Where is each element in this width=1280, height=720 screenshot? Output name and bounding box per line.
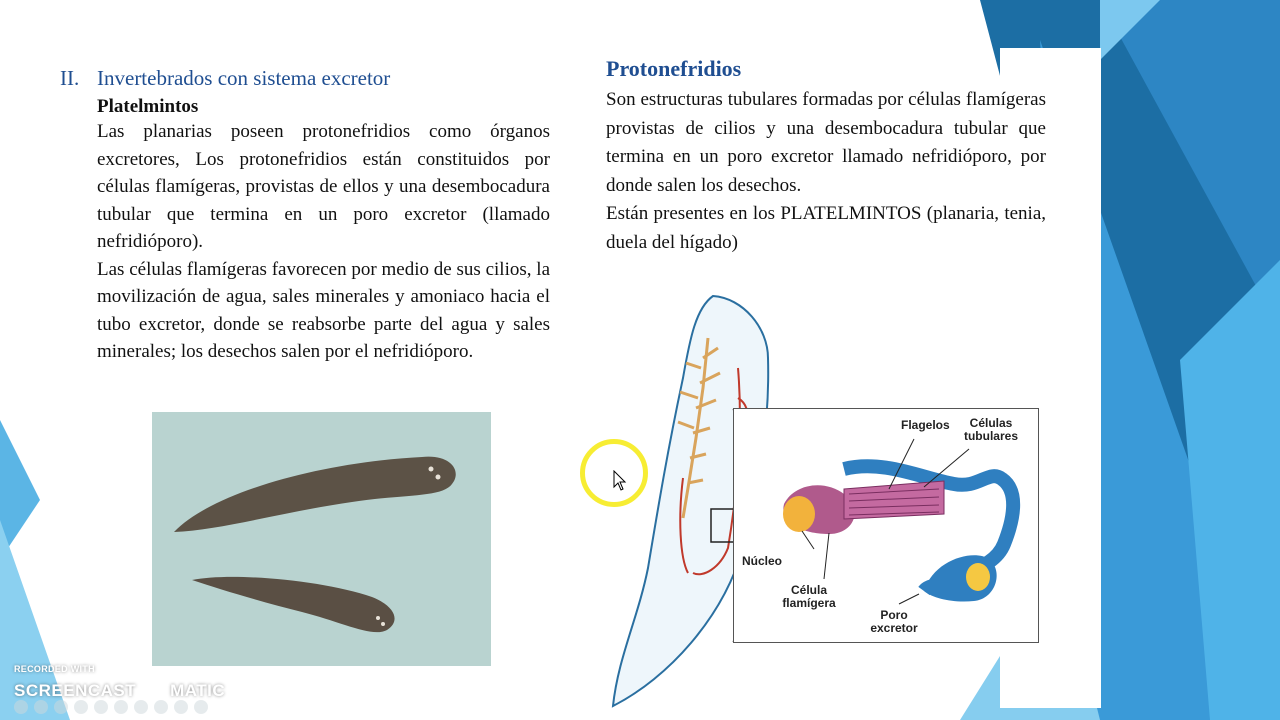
protonefridios-title: Protonefridios [606, 56, 742, 81]
section-title: Invertebrados con sistema excretor [97, 66, 391, 90]
flame-cell-detail [733, 408, 1039, 643]
right-text-column [606, 56, 1046, 257]
section-number: II. [60, 66, 80, 90]
screencast-watermark [14, 664, 225, 706]
right-paragraph-1: Son estructuras tubulares formadas por células flamígeras provistas de cilios y una desembocadura tubular que termina en un poro excretor llamado nefridióporo, por donde salen los desechos. [606, 89, 1046, 196]
label-celulas-tubulares: Células tubulares [963, 416, 1018, 443]
planaria-photo [152, 412, 491, 666]
watermark-dots [14, 700, 224, 716]
left-paragraph-2: Las células flamígeras favorecen por medio de sus cilios, la movilización de agua, sales minerales y amoniaco hacia el tubo excretor, donde se reabsorbe parte del agua y sales minerales; los desechos salen por el nefridióporo. [97, 258, 550, 362]
left-text-column [60, 66, 550, 366]
right-paragraph-2: Están presentes en los PLATELMINTOS (planaria, tenia, duela del hígado) [606, 203, 1046, 253]
watermark-brand-left: SCREENCAST [14, 681, 137, 700]
label-flagelos: Flagelos [901, 418, 950, 432]
label-poro-excretor: Poro excretor [870, 608, 918, 635]
watermark-brand-right: MATIC [170, 681, 226, 700]
watermark-recorded-with: RECORDED WITH [14, 664, 95, 674]
section-heading [60, 66, 550, 91]
mouse-pointer-icon [613, 470, 627, 492]
left-paragraph-1: Las planarias poseen protonefridios como órganos excretores, Los protonefridios están constituidos por células flamígeras, provistas de ellos y una desembocadura tubular que termina en un poro excretor (llamado nefridióporo). [97, 121, 550, 252]
label-nucleo: Núcleo [742, 554, 783, 568]
label-celula-flamigera: Célula flamígera [782, 583, 836, 610]
subheading-platelmintos: Platelmintos [97, 96, 199, 117]
